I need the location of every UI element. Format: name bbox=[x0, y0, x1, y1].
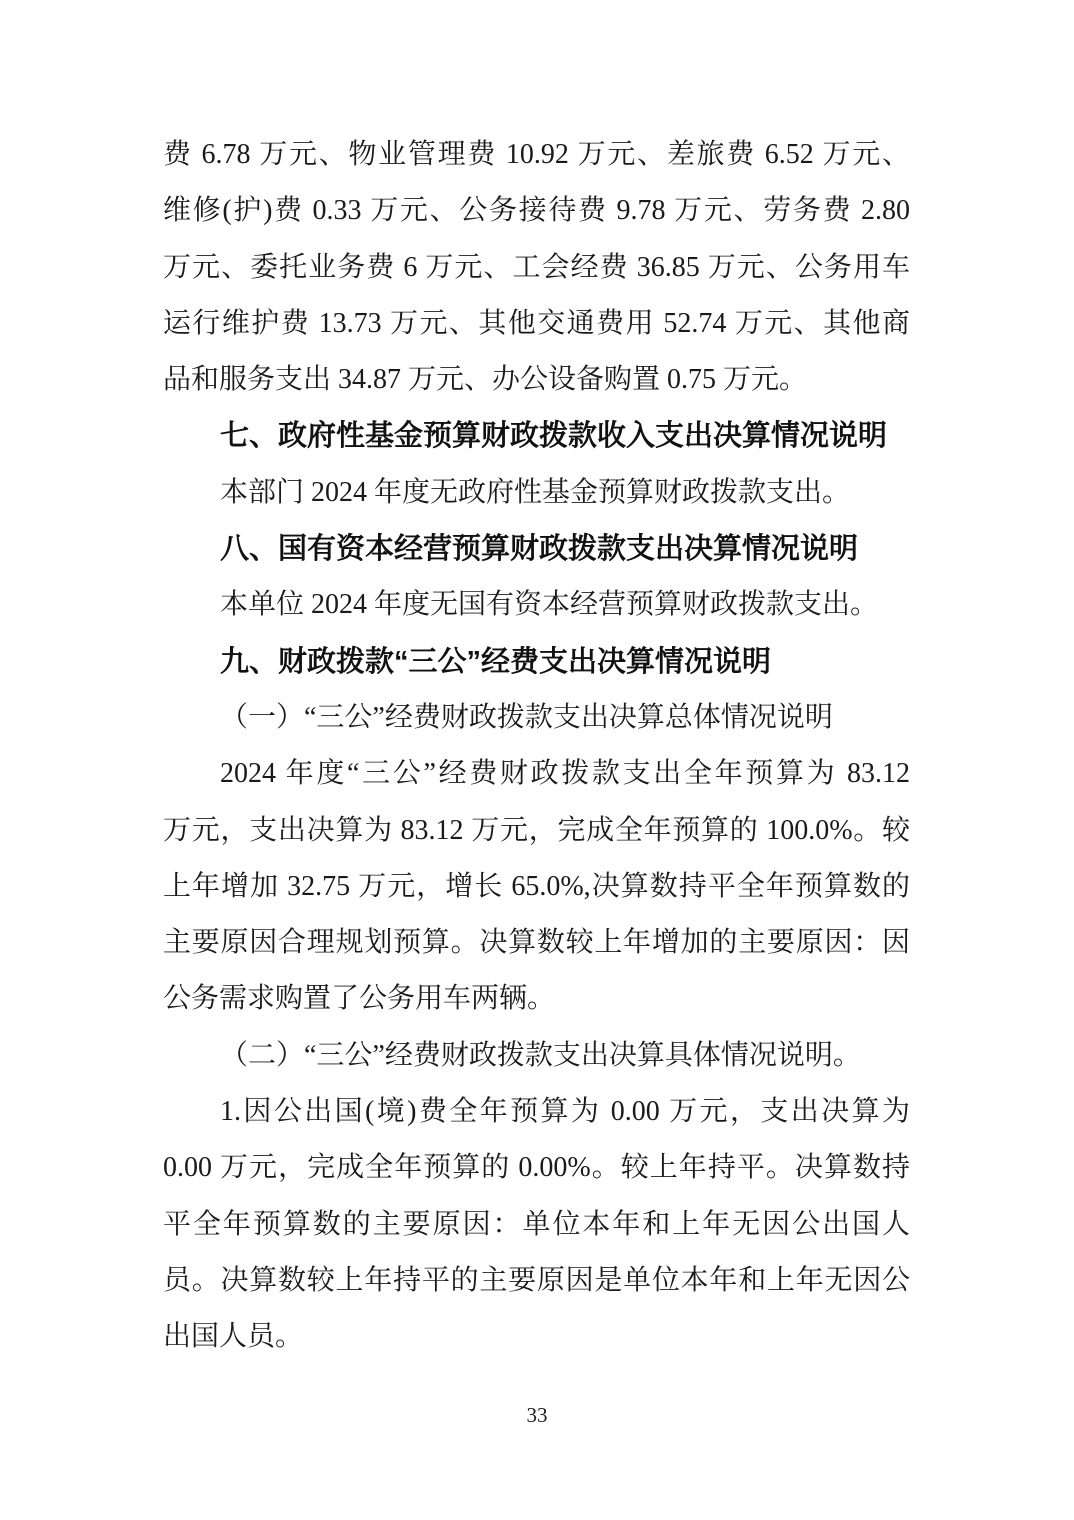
text-line: 公务需求购置了公务用车两辆。 bbox=[163, 983, 556, 1015]
text-line: 本部门 2024 年度无政府性基金预算财政拨款支出。 bbox=[220, 476, 851, 508]
text-line: 0.00 万元，完成全年预算的 0.00%。较上年持平。决算数持 bbox=[163, 1152, 910, 1184]
text-line: 上年增加 32.75 万元，增长 65.0%,决算数持平全年预算数的 bbox=[163, 870, 910, 902]
text-line: 出国人员。 bbox=[163, 1321, 304, 1353]
text-line: 主要原因合理规划预算。决算数较上年增加的主要原因：因 bbox=[163, 927, 910, 959]
text-line: 品和服务支出 34.87 万元、办公设备购置 0.75 万元。 bbox=[163, 364, 808, 396]
section-heading: 九、财政拨款“三公”经费支出决算情况说明 bbox=[220, 645, 772, 678]
text-line: 维修(护)费 0.33 万元、公务接待费 9.78 万元、劳务费 2.80 bbox=[163, 195, 910, 227]
text-line: （一）“三公”经费财政拨款支出决算总体情况说明 bbox=[220, 701, 833, 733]
text-line: 费 6.78 万元、物业管理费 10.92 万元、差旅费 6.52 万元、 bbox=[163, 139, 910, 170]
text-line: 万元，支出决算为 83.12 万元，完成全年预算的 100.0%。较 bbox=[163, 814, 910, 846]
text-line: 1.因公出国(境)费全年预算为 0.00 万元，支出决算为 bbox=[220, 1096, 910, 1128]
section-heading: 八、国有资本经营预算财政拨款支出决算情况说明 bbox=[220, 533, 859, 566]
text-line: 万元、委托业务费 6 万元、工会经费 36.85 万元、公务用车 bbox=[163, 251, 910, 283]
text-line: 运行维护费 13.73 万元、其他交通费用 52.74 万元、其他商 bbox=[163, 307, 910, 339]
text-line: 本单位 2024 年度无国有资本经营预算财政拨款支出。 bbox=[220, 589, 879, 621]
section-heading: 七、政府性基金预算财政拨款收入支出决算情况说明 bbox=[220, 420, 888, 453]
text-line: 员。决算数较上年持平的主要原因是单位本年和上年无因公 bbox=[163, 1264, 910, 1296]
text-line: 2024 年度“三公”经费财政拨款支出全年预算为 83.12 bbox=[220, 758, 910, 790]
document-body bbox=[163, 127, 910, 1366]
text-line: 平全年预算数的主要原因：单位本年和上年无因公出国人 bbox=[163, 1208, 910, 1240]
text-line: （二）“三公”经费财政拨款支出决算具体情况说明。 bbox=[220, 1039, 861, 1071]
page-number: 33 bbox=[526, 1403, 548, 1427]
